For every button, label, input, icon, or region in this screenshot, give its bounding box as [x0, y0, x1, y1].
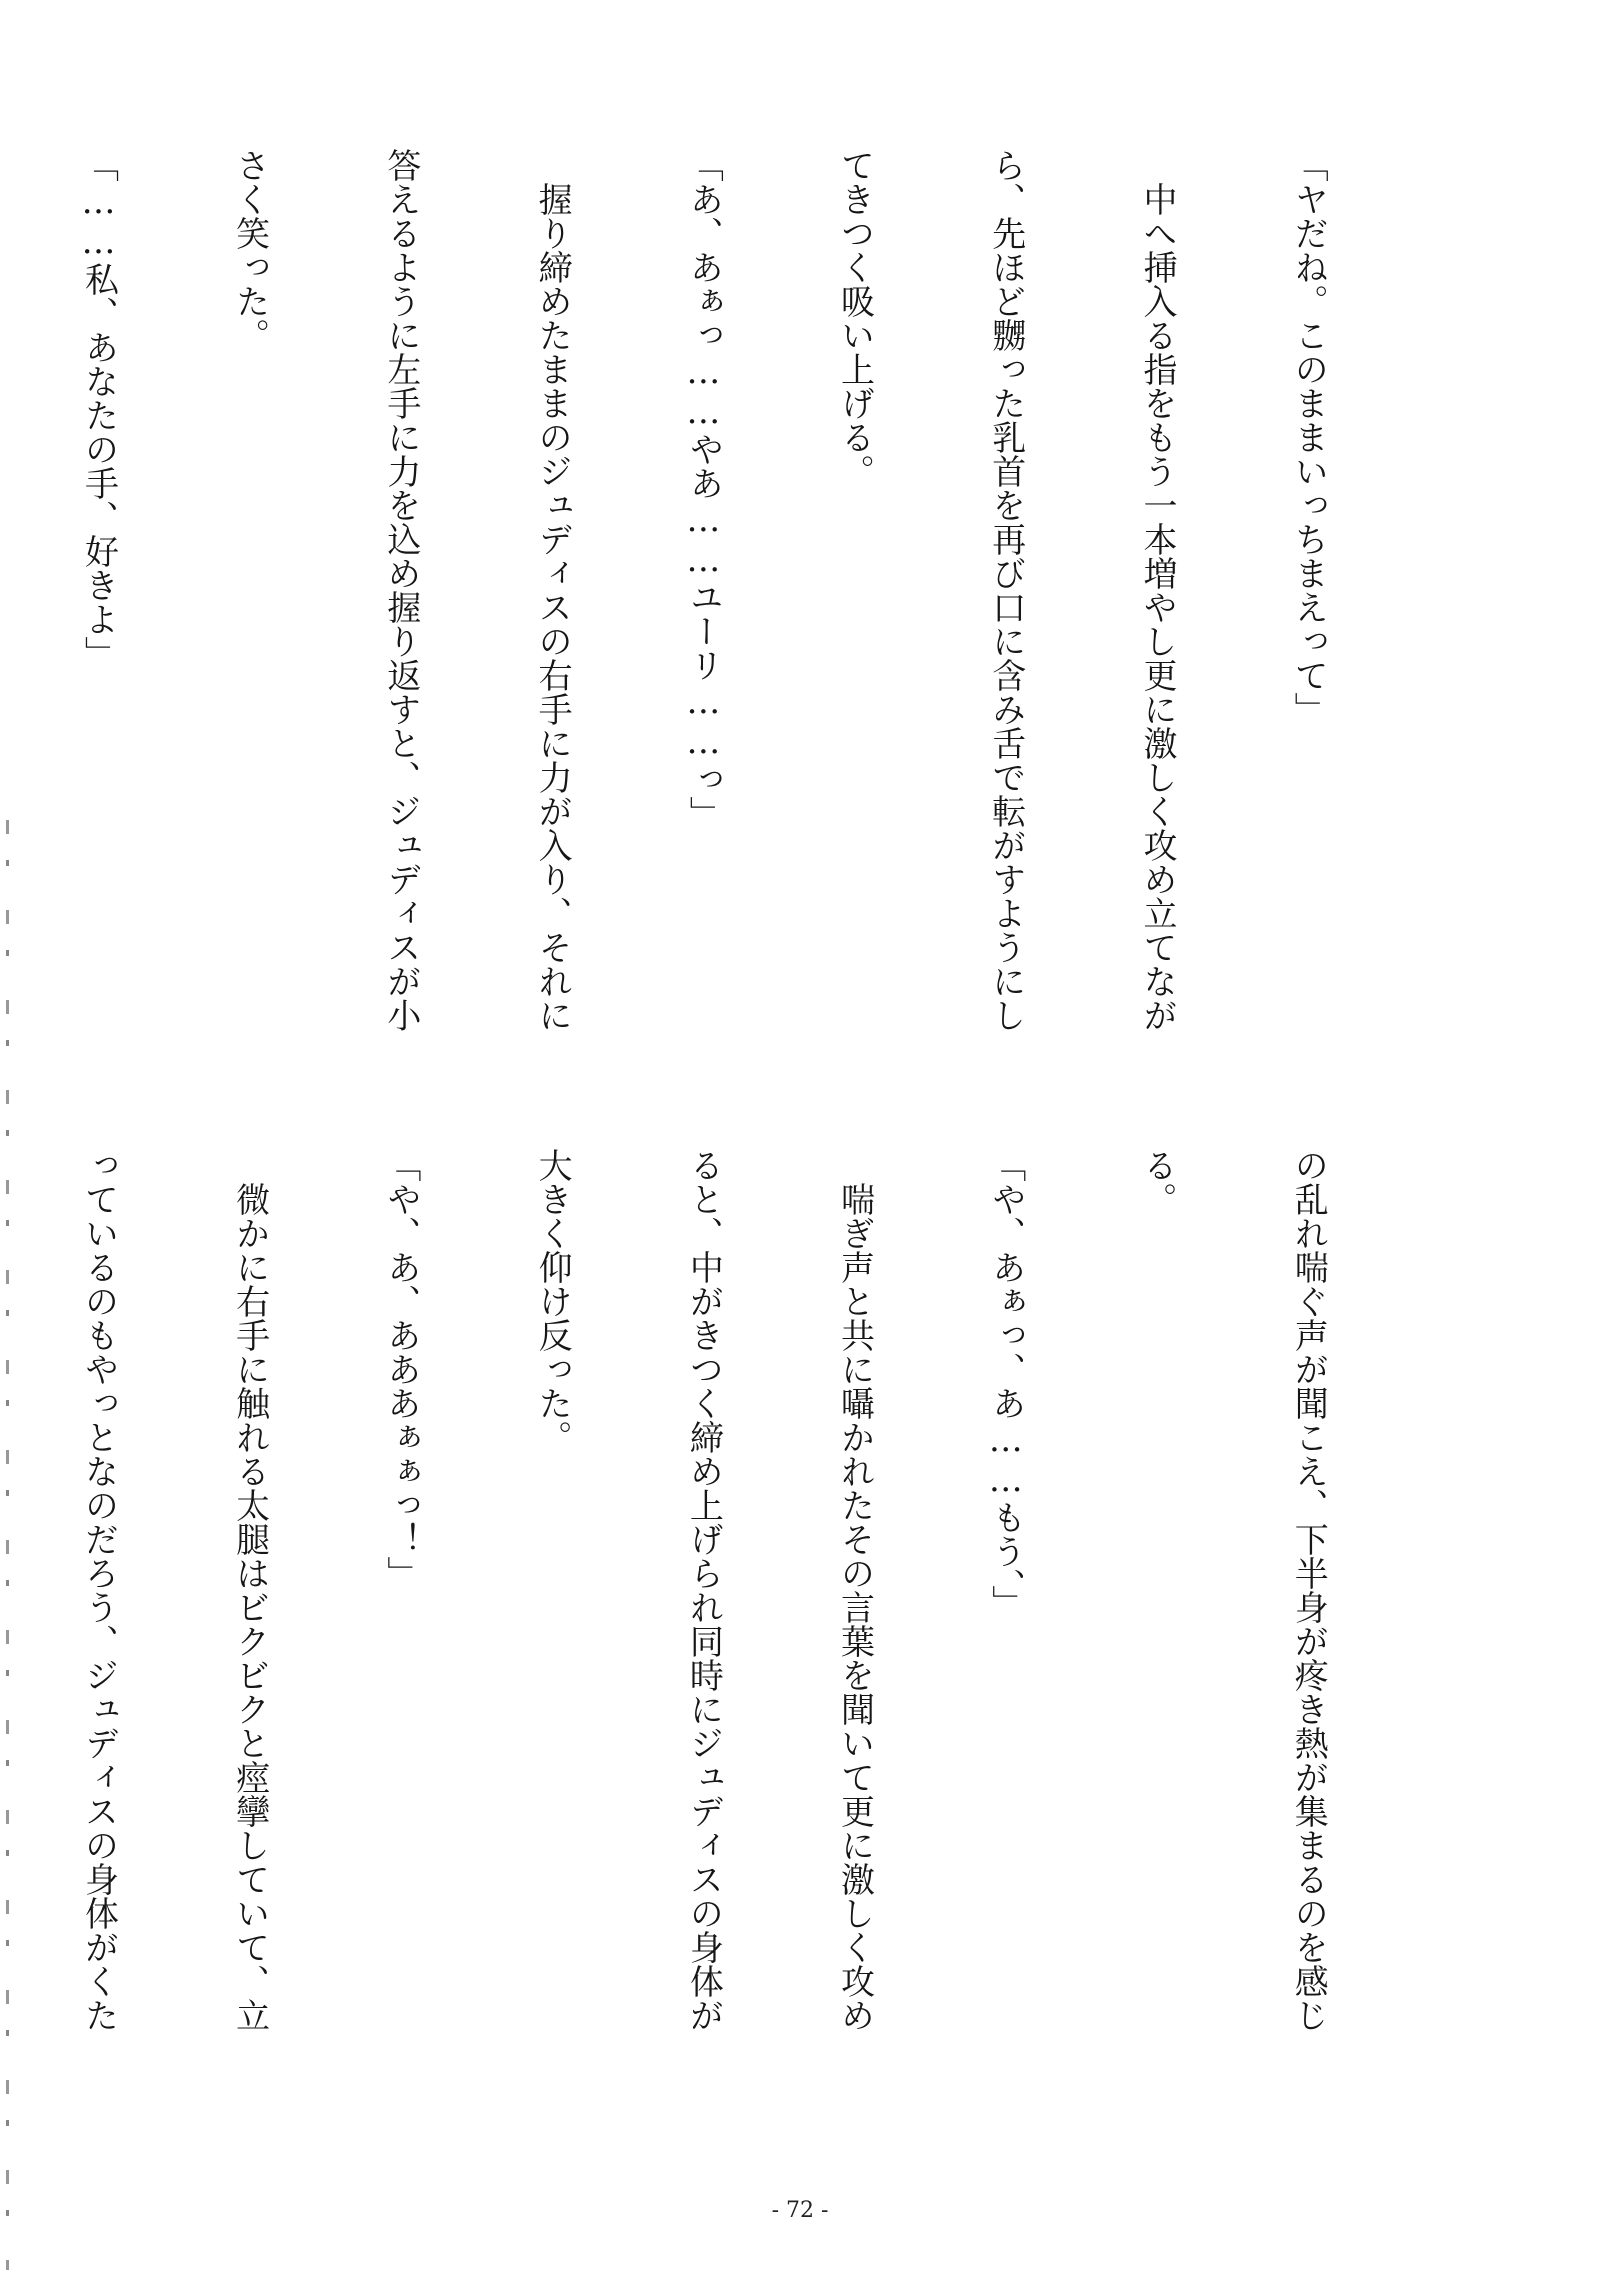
text-line: 「や、あ、あああぁぁっ！」	[380, 1148, 421, 1590]
text-line: 喘ぎ声と共に囁かれたその言葉を聞いて更に激しく攻め	[834, 1148, 875, 2032]
text-line: 微かに右手に触れる太腿はビクビクと痙攣していて、立	[229, 1148, 270, 2032]
text-line: ると、中がきつく締め上げられ同時にジュディスの身体が	[683, 1148, 724, 2032]
text-line: の乱れ喘ぐ声が聞こえ、下半身が疼き熱が集まるのを感じ	[1288, 1148, 1329, 2032]
text-line: 「……私、あなたの手、好きよ」	[78, 148, 119, 670]
lower-text-block	[78, 1148, 1434, 2068]
text-line: 中へ挿入る指をもう一本増やし更に激しく攻め立てなが	[1136, 148, 1177, 1032]
text-line: 握り締めたままのジュディスの右手に力が入り、それに	[532, 148, 573, 1032]
text-line: 「ヤだね。このままいっちまえって」	[1288, 148, 1329, 726]
page-number: - 72 -	[771, 2198, 829, 2223]
text-line: 「や、あぁっ、あ……もう、」	[985, 1148, 1026, 1619]
text-line: 答えるように左手に力を込め握り返すと、ジュディスが小	[380, 148, 421, 1032]
text-line: る。	[1136, 1148, 1177, 1216]
text-line: 「あ、あぁっ……やあ……ユーリ……っ」	[683, 148, 724, 830]
text-line: てきつく吸い上げる。	[834, 148, 875, 488]
text-line: っているのもやっとなのだろう、ジュディスの身体がくた	[78, 1148, 119, 2032]
text-line: ら、先ほど嬲った乳首を再び口に含み舌で転がすようにし	[985, 148, 1026, 1032]
text-line: 大きく仰け反った。	[532, 1148, 573, 1454]
text-line: さく笑った。	[229, 148, 270, 352]
upper-text-block	[78, 148, 1434, 1068]
